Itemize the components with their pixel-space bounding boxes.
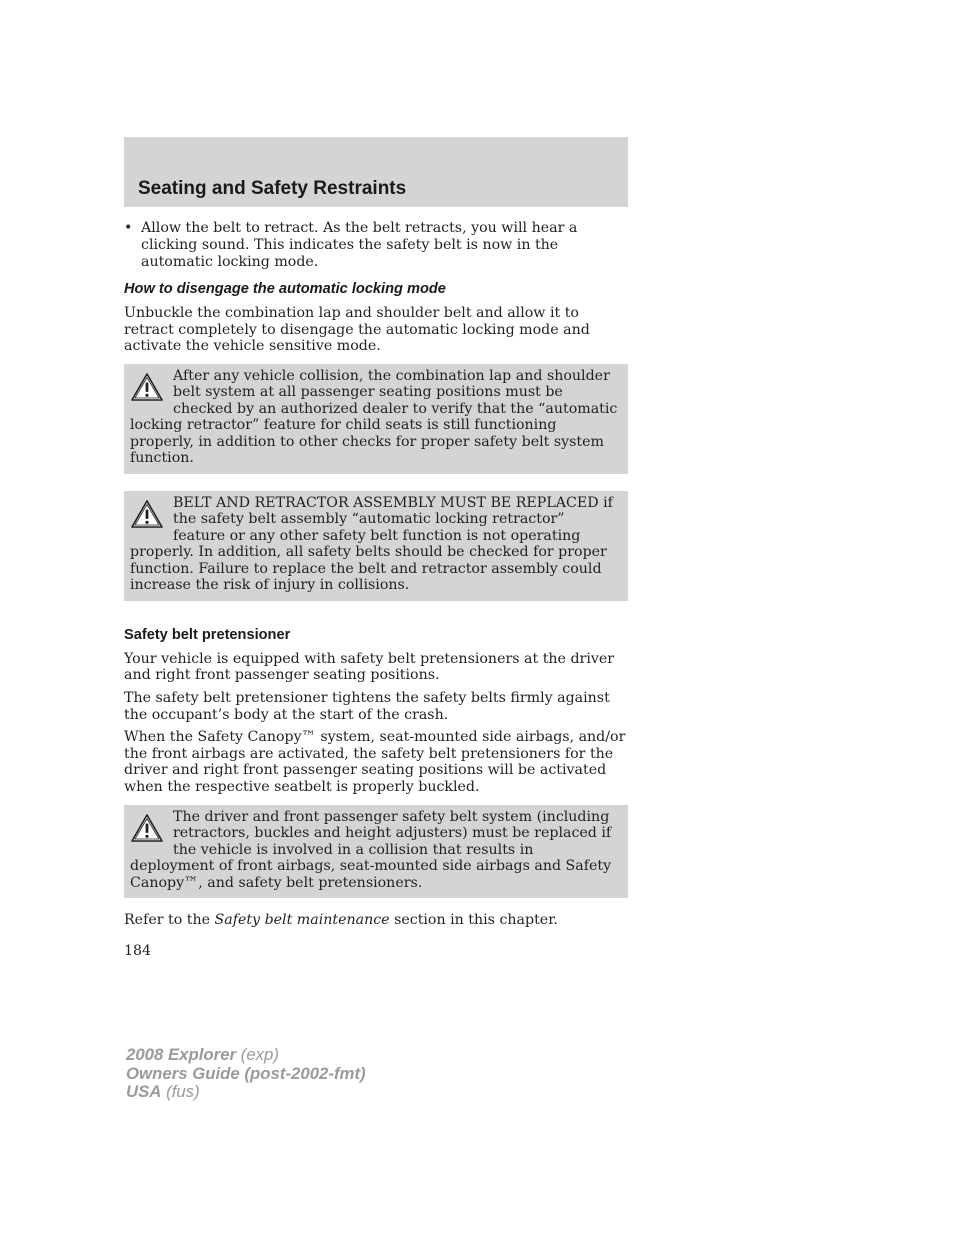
warning-box-pretensioner-replace	[124, 805, 628, 899]
warning-text: BELT AND RETRACTOR ASSEMBLY MUST BE REPLACED if the safety belt assembly “automatic locking retractor” feature or any other safety belt function is not operating properly. In addition, all safety belts should be checked for proper function. Failure to replace the belt and retractor assembly could increase the risk of injury in collisions.	[130, 494, 613, 594]
warning-triangle-icon	[130, 499, 164, 529]
bullet-list	[124, 220, 628, 271]
refer-section-link: Safety belt maintenance	[214, 912, 390, 929]
footer-line-market	[126, 1083, 366, 1102]
refer-prefix: Refer to the	[124, 912, 215, 929]
subheading-disengage: How to disengage the automatic locking mode	[124, 281, 446, 297]
warning-box-replace-assembly	[124, 491, 628, 601]
paragraph-disengage: Unbuckle the combination lap and shoulder belt and allow it to retract completely to disengage the automatic locking mode and activate the vehicle sensitive mode.	[124, 305, 590, 355]
paragraph-pretensioner-activation: When the Safety Canopy™ system, seat-mounted side airbags, and/or the front airbags are activated, the safety belt pretensioners for the driver and right front passenger seating positions will be activated when the respective seatbelt is properly buckled.	[124, 729, 626, 795]
bullet-dot: •	[124, 220, 133, 236]
footer-line-model	[126, 1046, 366, 1065]
refer-suffix: section in this chapter.	[389, 912, 558, 929]
bullet-text: Allow the belt to retract. As the belt retracts, you will hear a clicking sound. This indicates the safety belt is now in the automatic locking mode.	[141, 220, 578, 270]
bullet-item	[124, 220, 628, 271]
subheading-pretensioner: Safety belt pretensioner	[124, 626, 291, 643]
footer-market-code: (fus)	[161, 1082, 200, 1101]
refer-paragraph	[124, 912, 628, 929]
footer-model-code: (exp)	[236, 1045, 279, 1064]
warning-text: The driver and front passenger safety belt system (including retractors, buckles and height adjusters) must be replaced if the vehicle is involved in a collision that results in deployment of front airbags, seat-mounted side airbags and Safety Canopy™, and safety belt pretensioners.	[130, 808, 612, 891]
section-title: Seating and Safety Restraints	[138, 178, 407, 199]
warning-text: After any vehicle collision, the combination lap and shoulder belt system at all passenger seating positions must be checked by an authorized dealer to verify that the “automatic locking retractor” feature for child seats is still functioning properly, in addition to other checks for proper safety belt system function.	[130, 367, 618, 467]
page-content	[124, 220, 628, 959]
document-footer	[126, 1046, 366, 1102]
paragraph-pretensioner-tightens: The safety belt pretensioner tightens the safety belts firmly against the occupant’s body at the start of the crash.	[124, 689, 610, 723]
footer-model: 2008 Explorer	[126, 1045, 237, 1064]
warning-triangle-icon	[130, 372, 164, 402]
footer-line-guide	[126, 1065, 366, 1084]
page-number: 184	[124, 942, 152, 959]
footer-market: USA	[126, 1082, 162, 1101]
section-header-bar	[124, 137, 628, 207]
warning-triangle-icon	[130, 813, 164, 843]
paragraph-pretensioner-equipped: Your vehicle is equipped with safety belt pretensioners at the driver and right front passenger seating positions.	[124, 650, 615, 684]
warning-box-collision-check	[124, 364, 628, 474]
footer-guide: Owners Guide (post-2002-fmt)	[126, 1063, 366, 1083]
